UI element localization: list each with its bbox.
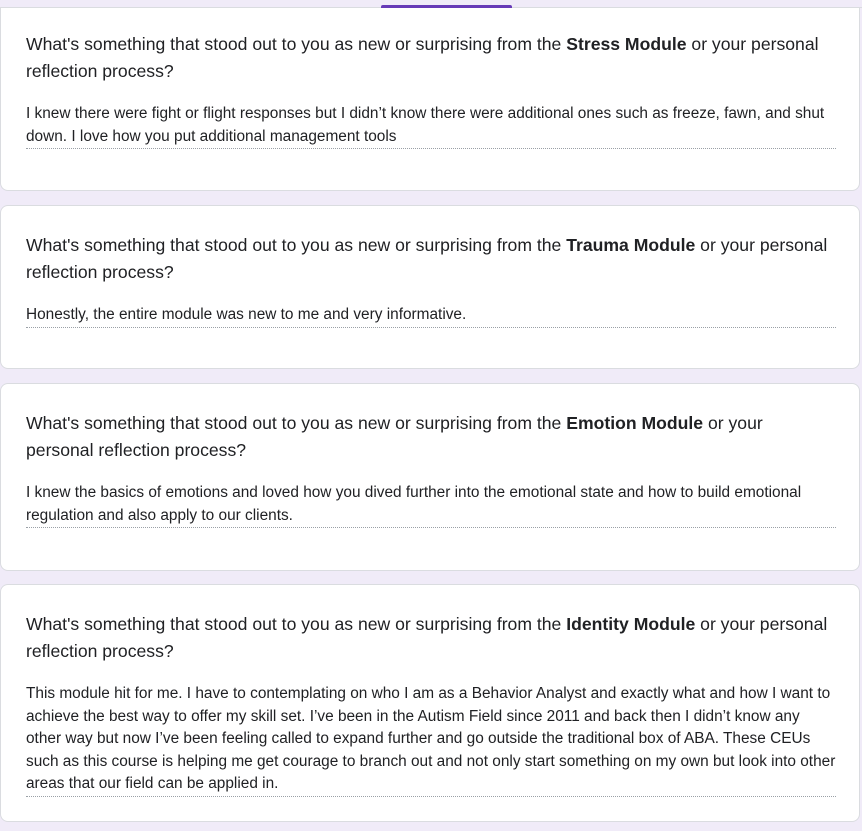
question-title: What's something that stood out to you as new or surprising from the Trauma Module or your personal reflection process? bbox=[26, 235, 828, 282]
module-name: Trauma Module bbox=[566, 235, 696, 255]
module-name: Emotion Module bbox=[566, 413, 704, 433]
question-card-stress bbox=[0, 8, 860, 191]
response-text: This module hit for me. I have to contemplating on who I am as a Behavior Analyst and exactly what and how I want to achieve the best way to offer my skill set. I’ve been in the Autism Field since 2011 and back then I didn’t know any other way but now I’ve been feeling called to expand further and go outside the traditional box of ABA. These CEUs such as this course is helping me get courage to branch out and not only start something on my own but look into other areas that our field can be applied in. bbox=[26, 683, 836, 797]
active-tab-indicator bbox=[381, 0, 512, 8]
response-text: I knew the basics of emotions and loved how you dived further into the emotional state and how to build emotional regulation and also apply to our clients. bbox=[26, 482, 836, 528]
question-title: What's something that stood out to you as new or surprising from the Stress Module or your personal reflection process? bbox=[26, 34, 819, 81]
question-card-trauma bbox=[0, 205, 860, 369]
question-title: What's something that stood out to you as new or surprising from the Identity Module or your personal reflection process? bbox=[26, 614, 828, 661]
module-name: Stress Module bbox=[566, 34, 687, 54]
response-text: Honestly, the entire module was new to me and very informative. bbox=[26, 304, 836, 328]
question-title: What's something that stood out to you as new or surprising from the Emotion Module or your personal reflection process? bbox=[26, 413, 763, 460]
question-card-emotion bbox=[0, 383, 860, 571]
response-text: I knew there were fight or flight responses but I didn’t know there were additional ones such as freeze, fawn, and shut down. I love how you put additional management tools bbox=[26, 103, 836, 149]
module-name: Identity Module bbox=[566, 614, 696, 634]
question-card-identity bbox=[0, 584, 860, 822]
